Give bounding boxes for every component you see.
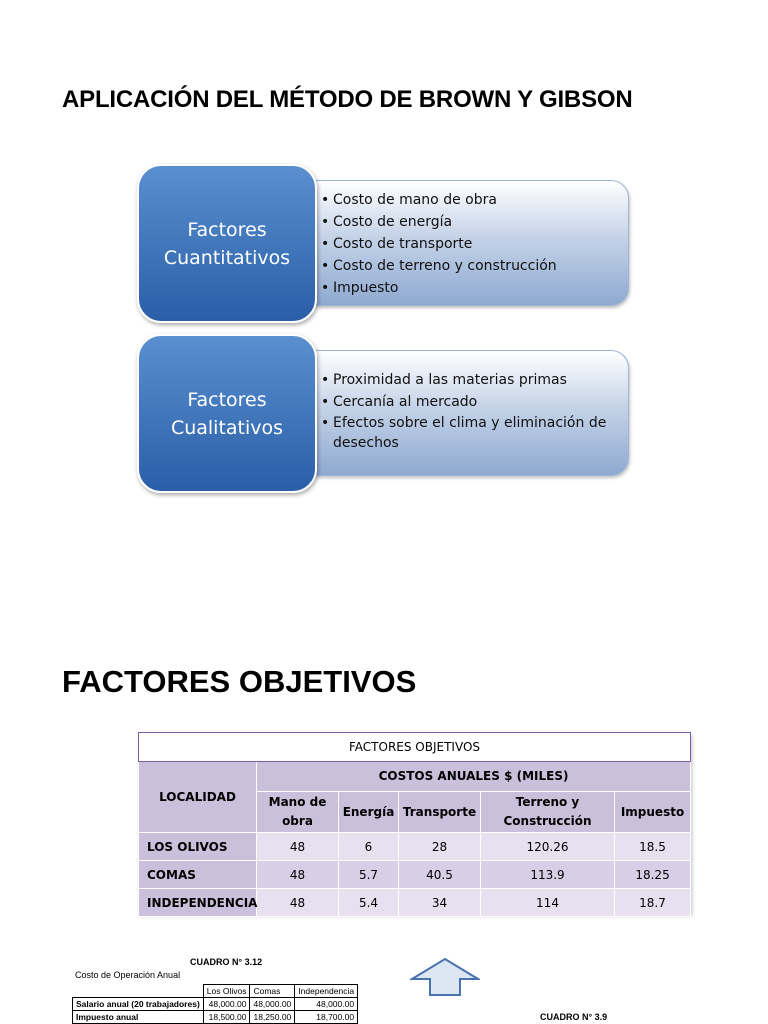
- row-locality: LOS OLIVOS: [139, 833, 257, 861]
- objective-factors-table-wrapper: [138, 732, 690, 913]
- page-title: APLICACIÓN DEL MÉTODO DE BROWN Y GIBSON: [62, 86, 633, 113]
- row-label: Impuesto anual: [73, 1011, 204, 1024]
- section-title: FACTORES OBJETIVOS: [62, 664, 417, 699]
- cuadro-312-title: CUADRO N° 3.12: [190, 957, 263, 967]
- column-header: Energía: [339, 791, 399, 832]
- column-header: Impuesto: [615, 791, 691, 832]
- table-cell: 40.5: [399, 861, 481, 889]
- table-cell: 114: [481, 889, 615, 917]
- table-cell: 48,000.00: [203, 998, 250, 1011]
- table-title: FACTORES OBJETIVOS: [139, 733, 691, 762]
- column-header: Los Olivos: [203, 985, 250, 998]
- table-cell: 18.5: [615, 833, 691, 861]
- quantitative-factors-panel: [300, 180, 629, 306]
- quantitative-factors-box: [137, 164, 317, 323]
- qualitative-factors-list: [301, 351, 628, 453]
- up-arrow-icon: [410, 957, 480, 997]
- table-cell: 34: [399, 889, 481, 917]
- list-item: • Costo de transporte: [333, 233, 628, 255]
- column-header: Comas: [250, 985, 295, 998]
- table-row: [139, 833, 691, 861]
- table-cell: 113.9: [481, 861, 615, 889]
- table-row: [73, 985, 358, 998]
- table-cell: 48: [257, 889, 339, 917]
- list-item: • Proximidad a las materias primas: [333, 369, 612, 391]
- table-cell: 48,000.00: [250, 998, 295, 1011]
- table-row: [139, 889, 691, 917]
- list-item: • Costo de energía: [333, 211, 628, 233]
- table-row: [73, 998, 358, 1011]
- column-header: Terreno y Construcción: [481, 791, 615, 832]
- list-item: • Costo de mano de obra: [333, 189, 628, 211]
- row-locality: INDEPENDENCIA: [139, 889, 257, 917]
- table-cell: 6: [339, 833, 399, 861]
- table-cell: 18,700.00: [295, 1011, 358, 1024]
- cuadro-39-title: CUADRO N° 3.9: [540, 1012, 608, 1022]
- table-cell: 48,000.00: [295, 998, 358, 1011]
- column-header: Independencia: [295, 985, 358, 998]
- empty-header-cell: [73, 985, 204, 998]
- quantitative-label-line1: Factores: [187, 218, 267, 241]
- table-cell: 48: [257, 861, 339, 889]
- list-item: • Impuesto: [333, 277, 628, 299]
- table-cell: 18.7: [615, 889, 691, 917]
- quantitative-label-line2: Cuantitativos: [163, 246, 291, 269]
- group-header: COSTOS ANUALES $ (MILES): [257, 762, 691, 792]
- quantitative-factors-list: [301, 181, 628, 299]
- table-cell: 18.25: [615, 861, 691, 889]
- table-row: [73, 1011, 358, 1024]
- qualitative-label-line2: Cualitativos: [170, 416, 284, 439]
- qualitative-label-line1: Factores: [187, 388, 267, 411]
- locality-header: LOCALIDAD: [139, 762, 257, 833]
- table-cell: 120.26: [481, 833, 615, 861]
- list-item: • Costo de terreno y construcción: [333, 255, 628, 277]
- operation-cost-table: [72, 984, 358, 1024]
- qualitative-factors-box: [137, 334, 317, 493]
- qualitative-factors-panel: [300, 350, 629, 476]
- list-item: • Cercanía al mercado: [333, 391, 612, 413]
- row-locality: COMAS: [139, 861, 257, 889]
- column-header: Transporte: [399, 791, 481, 832]
- cuadro-312-subtitle: Costo de Operación Anual: [75, 970, 181, 980]
- table-cell: 5.4: [339, 889, 399, 917]
- row-label: Salario anual (20 trabajadores): [73, 998, 204, 1011]
- table-row: [139, 861, 691, 889]
- table-cell: 28: [399, 833, 481, 861]
- table-cell: 5.7: [339, 861, 399, 889]
- column-header: Mano de obra: [257, 791, 339, 832]
- table-cell: 48: [257, 833, 339, 861]
- table-cell: 18,500.00: [203, 1011, 250, 1024]
- objective-factors-table: [138, 732, 691, 917]
- table-cell: 18,250.00: [250, 1011, 295, 1024]
- list-item: • Efectos sobre el clima y eliminación de desechos: [333, 413, 612, 453]
